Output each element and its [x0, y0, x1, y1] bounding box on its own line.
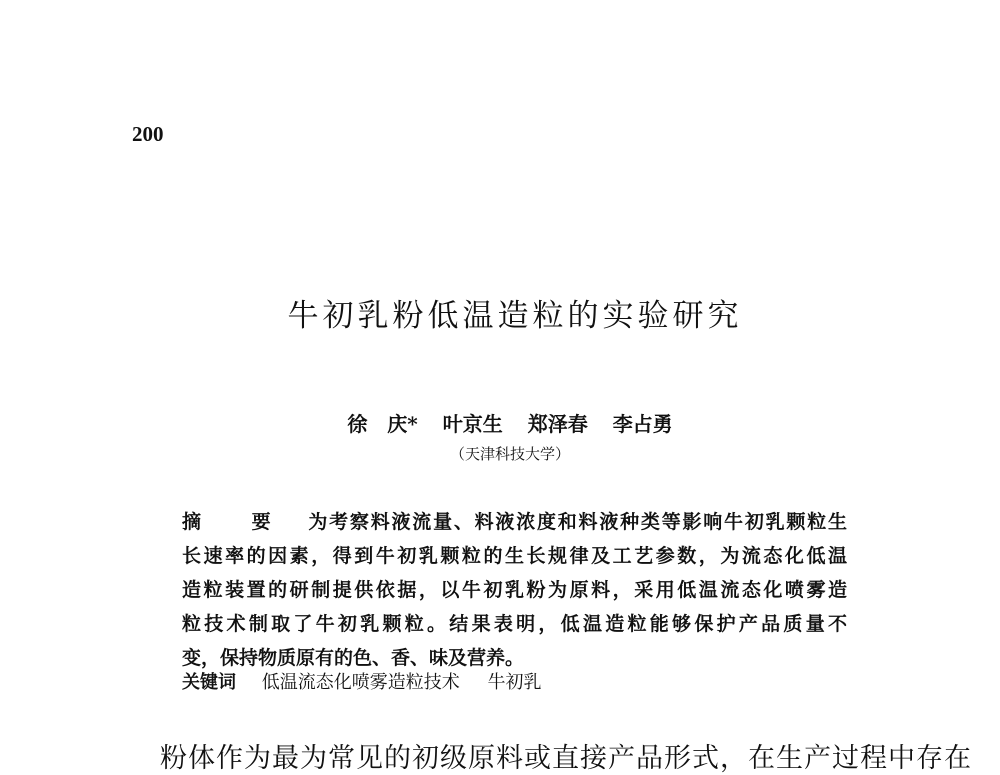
keywords-label: 关键词	[182, 672, 236, 693]
abstract	[182, 505, 847, 675]
paper-title: 牛初乳粉低温造粒的实验研究	[287, 298, 743, 334]
abstract-line: 长速率的因素，得到牛初乳颗粒的生长规律及工艺参数，为流态化低温	[182, 545, 847, 567]
abstract-text: 为考察料液流量、料液浓度和料液种类等影响牛初乳颗粒生	[308, 511, 847, 533]
author: 徐 庆*	[347, 412, 418, 436]
keyword: 牛初乳	[487, 672, 542, 693]
abstract-line: 造粒装置的研制提供依据，以牛初乳粉为原料，采用低温流态化喷雾造	[182, 579, 847, 601]
affiliation: （天津科技大学）	[449, 445, 570, 463]
author-list	[0, 408, 1000, 437]
keyword: 低温流态化喷雾造粒技术	[261, 672, 460, 693]
author: 叶京生	[442, 412, 503, 436]
keywords	[182, 668, 563, 698]
body-paragraph: 粉体作为最为常见的初级原料或直接产品形式，在生产过程中存在	[160, 743, 972, 774]
abstract-line: 变，保持物质原有的色、香、味及营养。	[182, 647, 525, 669]
abstract-line: 粒技术制取了牛初乳颗粒。结果表明，低温造粒能够保护产品质量不	[182, 613, 847, 635]
page-number: 200	[132, 122, 164, 146]
author: 郑泽春	[527, 412, 588, 436]
abstract-label: 摘 要	[182, 511, 287, 533]
abstract-line	[182, 505, 847, 539]
author: 李占勇	[612, 412, 673, 436]
